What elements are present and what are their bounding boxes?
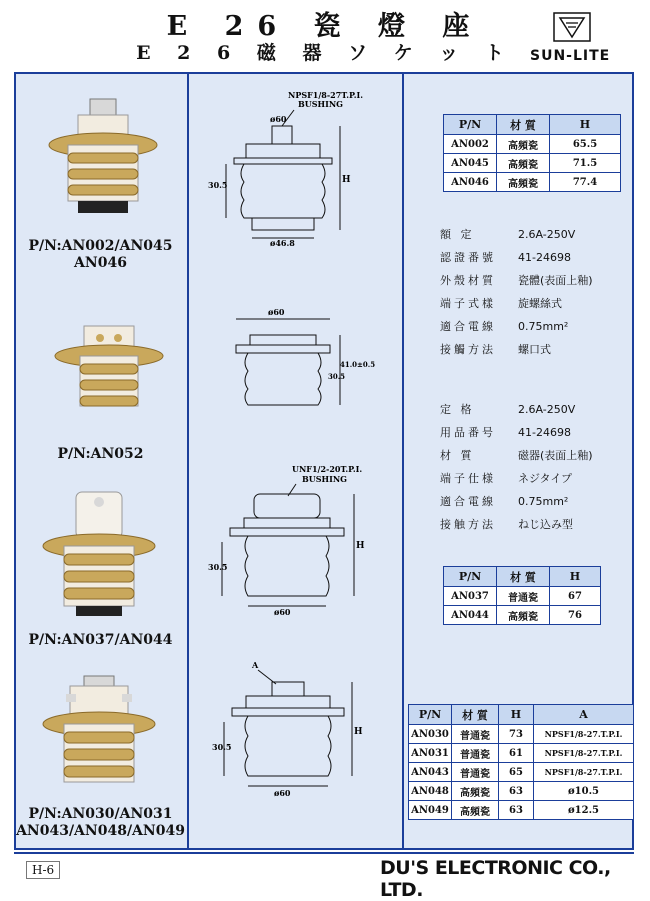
- table-cell: AN046: [444, 173, 497, 192]
- spec-row: [440, 513, 593, 536]
- spec-row: [440, 467, 593, 490]
- drawing-label: H: [354, 727, 363, 737]
- table-cell: AN002: [444, 135, 497, 154]
- drawing-label: H: [356, 541, 365, 551]
- part-number-label: [14, 238, 187, 272]
- spec-key: 定 格: [440, 403, 475, 416]
- table-header: 材 質: [452, 705, 499, 725]
- table-cell: 65: [499, 763, 534, 782]
- drawing-label: 30.5: [208, 180, 228, 190]
- table-cell: 76: [550, 606, 601, 625]
- footer-rule: [14, 852, 634, 854]
- table-cell: AN045: [444, 154, 497, 173]
- table-cell: 高頻瓷: [452, 801, 499, 820]
- part-number-label: [14, 446, 187, 463]
- table-row: [409, 744, 634, 763]
- part-number-line: P/N:AN052: [57, 446, 144, 462]
- drawing-label: 30.5: [208, 562, 228, 572]
- spec-value: ねじ込み型: [518, 518, 573, 531]
- part-number-line: AN043/AN048/AN049: [16, 823, 185, 839]
- technical-drawing-an030: [190, 658, 400, 803]
- page-title: E 26 瓷 燈 座: [166, 11, 484, 42]
- spec-table-an002: [443, 114, 621, 192]
- table-cell: AN043: [409, 763, 452, 782]
- table-cell: 63: [499, 782, 534, 801]
- table-row: [444, 135, 621, 154]
- table-cell: 67: [550, 587, 601, 606]
- spec-key: 用品番号: [440, 426, 496, 439]
- spec-row: [440, 246, 593, 269]
- spec-row: [440, 490, 593, 513]
- drawing-label: UNF1/2-20T.P.I.: [292, 464, 363, 474]
- brand-name: SUN-LITE: [530, 48, 611, 64]
- table-row: [444, 154, 621, 173]
- page-subtitle: E 2 6 磁 器 ソ ケ ッ ト: [136, 42, 514, 64]
- drawing-label: H: [342, 175, 351, 185]
- drawing-label: BUSHING: [298, 99, 343, 109]
- spec-table-an037: [443, 566, 601, 625]
- table-cell: AN037: [444, 587, 497, 606]
- socket-photo-an002: [44, 95, 162, 220]
- table-cell: ø10.5: [534, 782, 634, 801]
- table-cell: AN031: [409, 744, 452, 763]
- table-row: [409, 725, 634, 744]
- page-number: H-6: [26, 861, 60, 879]
- table-cell: AN048: [409, 782, 452, 801]
- spec-row: [440, 444, 593, 467]
- table-cell: 高頻瓷: [497, 173, 550, 192]
- table-cell: ø12.5: [534, 801, 634, 820]
- table-cell: NPSF1/8-27.T.P.I.: [534, 763, 634, 782]
- part-number-line: AN046: [74, 255, 127, 271]
- spec-value: 0.75mm²: [518, 495, 569, 508]
- socket-photo-an052: [50, 322, 168, 422]
- spec-list-japanese: [440, 398, 593, 536]
- table-header: P/N: [444, 567, 497, 587]
- spec-key: 適合電線: [440, 320, 496, 333]
- spec-value: 2.6A-250V: [518, 228, 576, 241]
- spec-key: 外殼材質: [440, 274, 496, 287]
- table-row: [409, 782, 634, 801]
- table-header: H: [499, 705, 534, 725]
- table-cell: NPSF1/8-27.T.P.I.: [534, 744, 634, 763]
- table-cell: AN030: [409, 725, 452, 744]
- drawing-label: ø60: [274, 788, 291, 798]
- company-name: DU'S ELECTRONIC CO., LTD.: [380, 857, 611, 901]
- spec-row: [440, 338, 593, 361]
- spec-key: 端子式樣: [440, 297, 496, 310]
- table-header: P/N: [444, 115, 497, 135]
- spec-key: 認證番號: [440, 251, 496, 264]
- technical-drawing-an052: [190, 305, 400, 420]
- table-cell: 普通瓷: [452, 744, 499, 763]
- table-header: H: [550, 115, 621, 135]
- table-header: 材 質: [497, 567, 550, 587]
- spec-key: 接觸方法: [440, 343, 496, 356]
- drawing-label: ø60: [274, 607, 291, 617]
- table-cell: 高頻瓷: [497, 135, 550, 154]
- table-header: A: [534, 705, 634, 725]
- table-row: [409, 801, 634, 820]
- table-cell: 普通瓷: [452, 725, 499, 744]
- drawing-label: NPSF1/8-27T.P.I.: [288, 90, 364, 100]
- table-cell: 73: [499, 725, 534, 744]
- drawing-label: ø60: [268, 307, 285, 317]
- technical-drawing-an037: [190, 462, 400, 622]
- table-cell: 71.5: [550, 154, 621, 173]
- table-row: [444, 173, 621, 192]
- spec-row: [440, 269, 593, 292]
- table-row: [444, 606, 601, 625]
- spec-row: [440, 223, 593, 246]
- spec-key: 材 質: [440, 449, 475, 462]
- table-cell: 61: [499, 744, 534, 763]
- spec-row: [440, 292, 593, 315]
- table-cell: 63: [499, 801, 534, 820]
- table-cell: 普通瓷: [452, 763, 499, 782]
- table-cell: AN049: [409, 801, 452, 820]
- spec-value: 螺口式: [518, 343, 551, 356]
- drawing-label: 30.5: [212, 742, 232, 752]
- table-row: [444, 587, 601, 606]
- part-number-line: P/N:AN002/AN045: [28, 238, 173, 254]
- part-number-label: [14, 806, 187, 840]
- drawing-label: A: [252, 660, 259, 670]
- spec-value: 41-24698: [518, 426, 571, 439]
- socket-photo-an030: [40, 672, 158, 797]
- table-header: P/N: [409, 705, 452, 725]
- part-number-label: [14, 632, 187, 649]
- drawing-label: 30.5: [328, 372, 346, 381]
- column-divider: [187, 72, 189, 850]
- spec-table-an030: [408, 704, 634, 820]
- table-header: H: [550, 567, 601, 587]
- socket-photo-an037: [40, 488, 158, 623]
- part-number-line: P/N:AN037/AN044: [28, 632, 173, 648]
- spec-value: 41-24698: [518, 251, 571, 264]
- triangle-logo-icon: [553, 12, 591, 42]
- spec-value: 旋螺絲式: [518, 297, 562, 310]
- drawing-label: 41.0±0.5: [340, 360, 376, 369]
- table-row: [409, 763, 634, 782]
- spec-value: 磁器(表面上釉): [518, 449, 593, 462]
- spec-row: [440, 398, 593, 421]
- table-cell: NPSF1/8-27.T.P.I.: [534, 725, 634, 744]
- spec-value: 2.6A-250V: [518, 403, 576, 416]
- technical-drawing-an002: [190, 88, 400, 248]
- table-cell: 普通瓷: [497, 587, 550, 606]
- spec-value: ネジタイプ: [518, 472, 573, 485]
- table-cell: 65.5: [550, 135, 621, 154]
- spec-key: 接触方法: [440, 518, 496, 531]
- spec-key: 額 定: [440, 228, 475, 241]
- spec-row: [440, 315, 593, 338]
- spec-row: [440, 421, 593, 444]
- spec-key: 端子仕様: [440, 472, 496, 485]
- drawing-label: ø46.8: [270, 238, 295, 248]
- table-cell: 高頻瓷: [452, 782, 499, 801]
- table-cell: 高頻瓷: [497, 154, 550, 173]
- table-header: 材 質: [497, 115, 550, 135]
- table-cell: 高頻瓷: [497, 606, 550, 625]
- drawing-label: ø60: [270, 114, 287, 124]
- column-divider: [402, 72, 404, 850]
- table-cell: 77.4: [550, 173, 621, 192]
- spec-value: 0.75mm²: [518, 320, 569, 333]
- part-number-line: P/N:AN030/AN031: [28, 806, 173, 822]
- spec-list-chinese: [440, 223, 593, 361]
- spec-key: 適合電線: [440, 495, 496, 508]
- spec-value: 瓷體(表面上釉): [518, 274, 593, 287]
- drawing-label: BUSHING: [302, 474, 347, 484]
- table-cell: AN044: [444, 606, 497, 625]
